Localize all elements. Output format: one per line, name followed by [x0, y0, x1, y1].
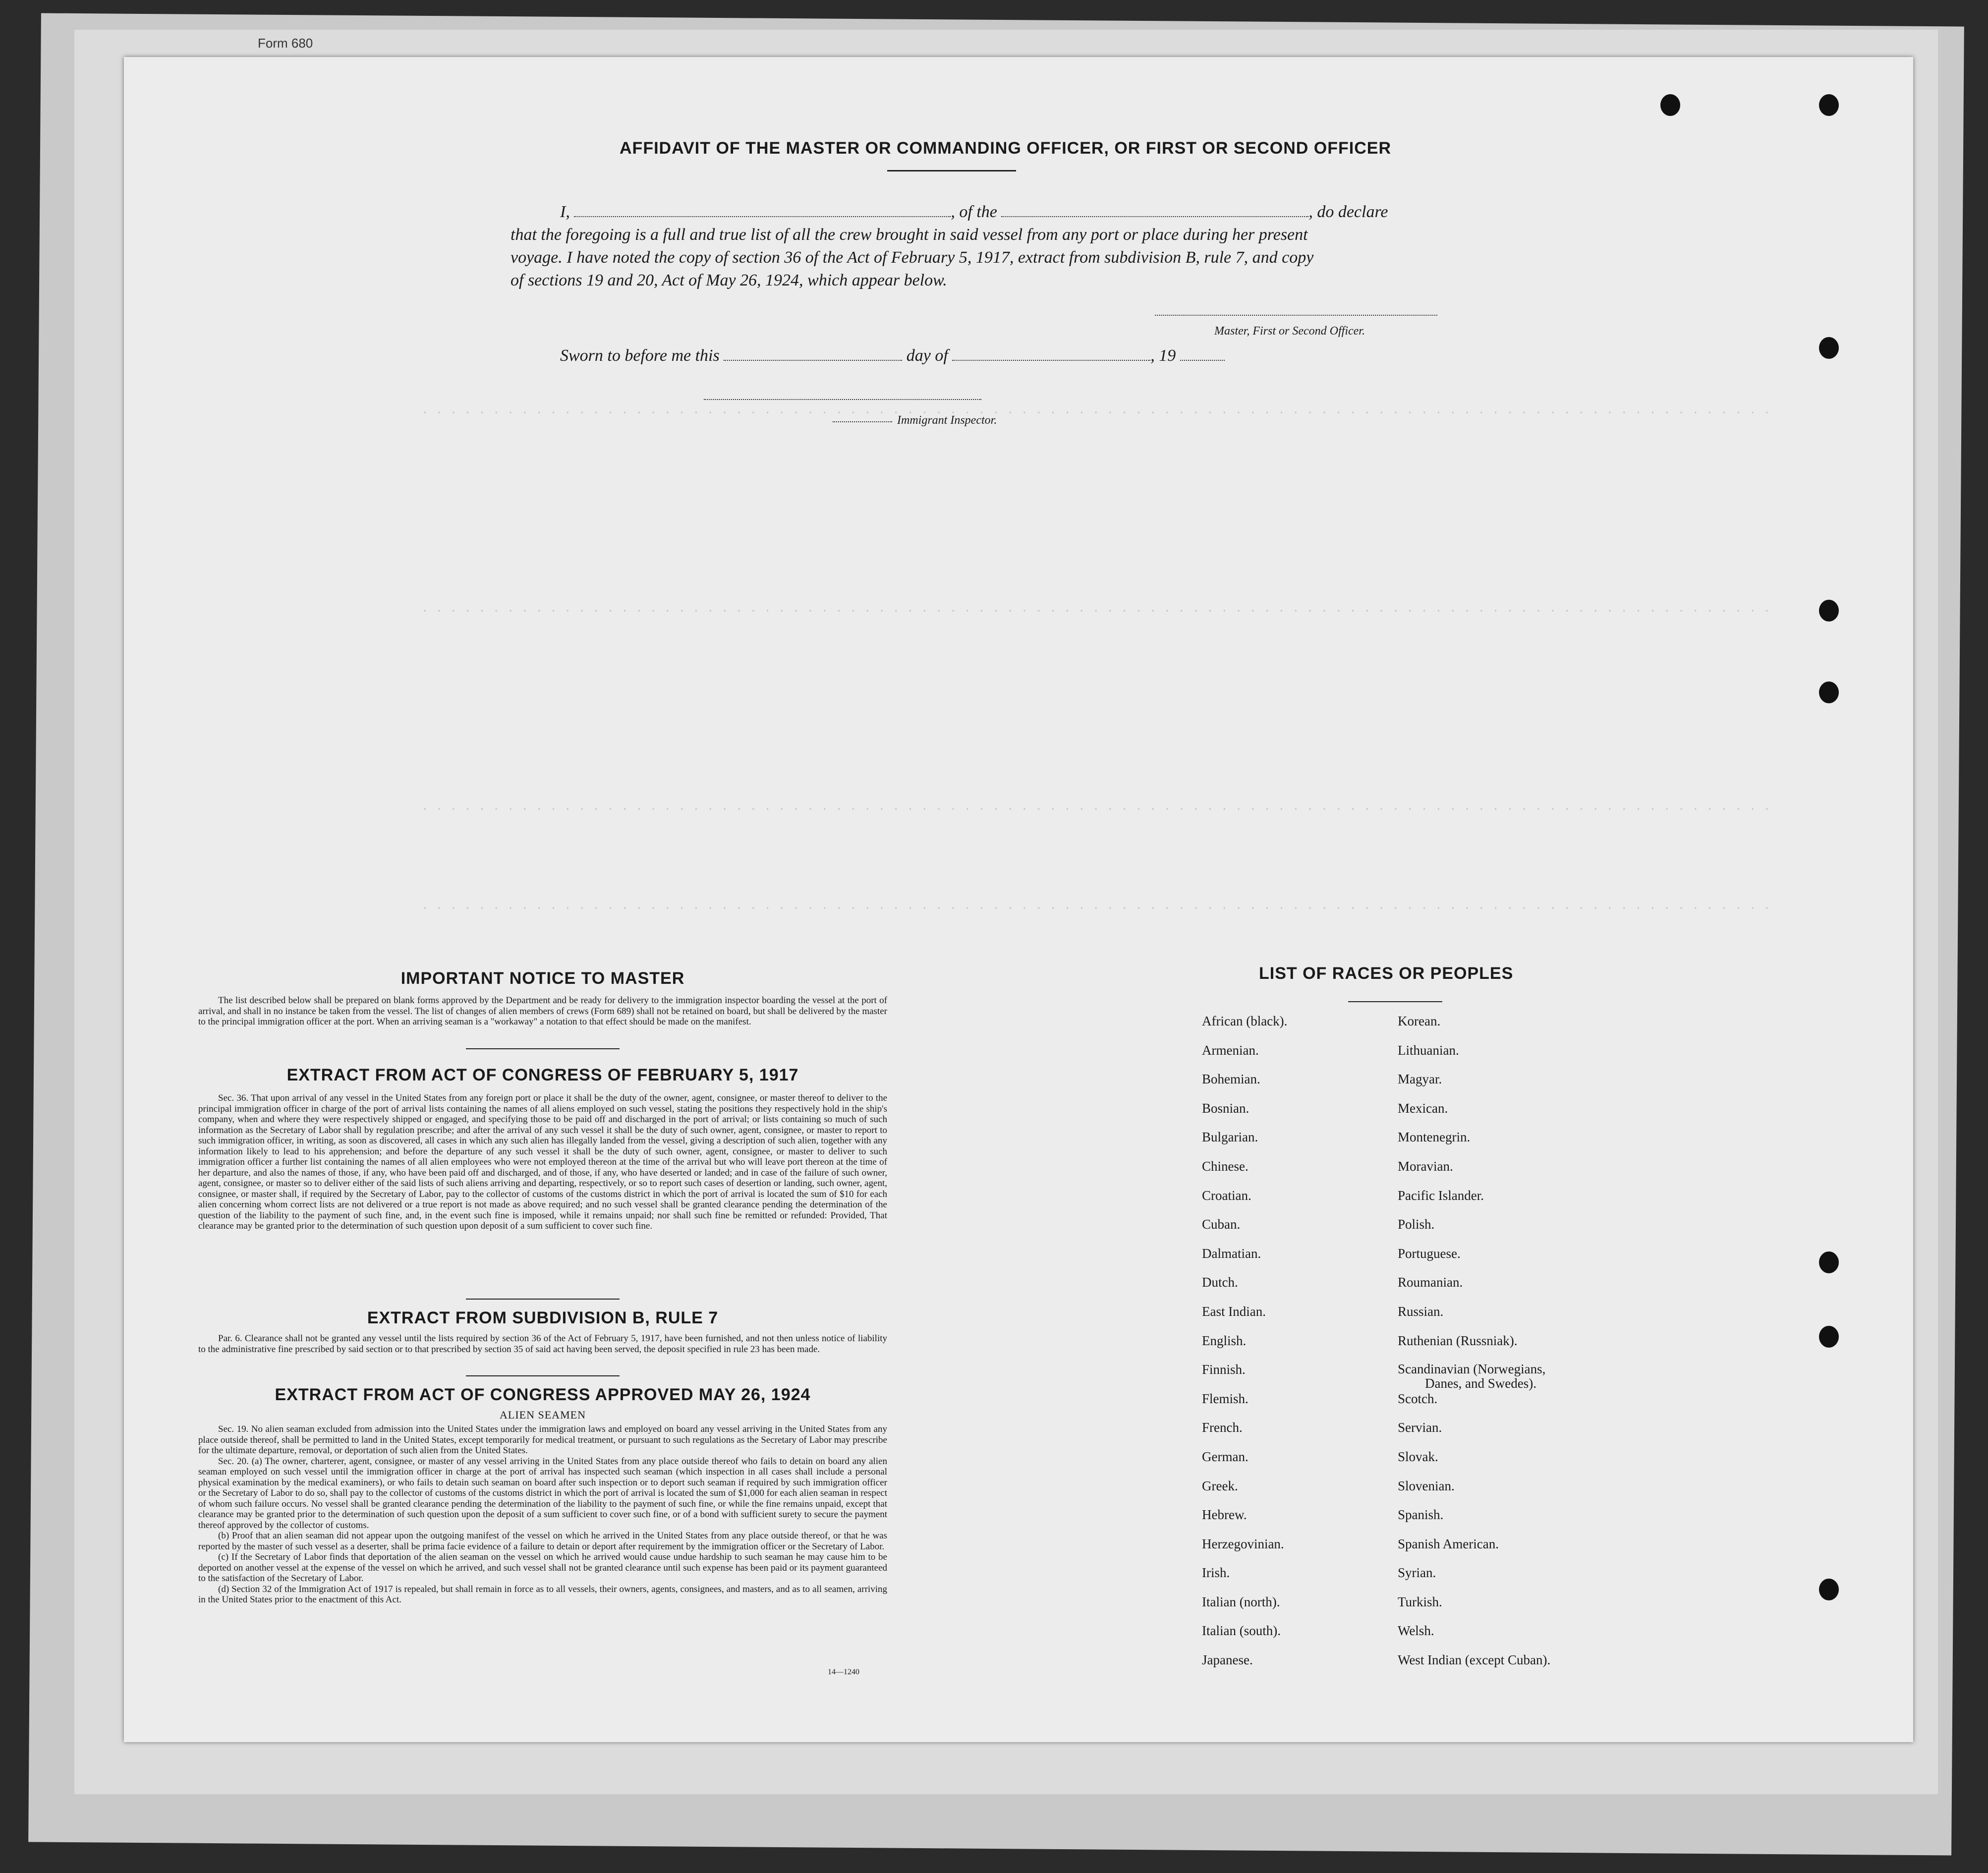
race-item: Spanish.: [1398, 1507, 1444, 1523]
punch-hole: [1819, 1251, 1839, 1273]
race-item: Moravian.: [1398, 1158, 1453, 1174]
punch-hole: [1819, 1326, 1839, 1348]
race-item: Dalmatian.: [1202, 1246, 1261, 1261]
races-rule: [1348, 1001, 1442, 1002]
race-item: French.: [1202, 1420, 1243, 1435]
race-item: Slovenian.: [1398, 1478, 1455, 1493]
race-item: Polish.: [1398, 1217, 1435, 1232]
declaration-line-2: that the foregoing is a full and true list of all the crew brought in said vessel from any port or place during her present: [511, 226, 1308, 244]
race-item: Bulgarian.: [1202, 1130, 1258, 1145]
declaration-line-1: [560, 201, 1601, 224]
race-item: Irish.: [1202, 1565, 1230, 1581]
section-rule: [466, 1048, 620, 1049]
race-item: African (black).: [1202, 1014, 1288, 1028]
sworn-year-blank[interactable]: [1180, 360, 1225, 361]
sec20c-paragraph: (c) If the Secretary of Labor finds that deportation of the alien seaman on the vessel on which he arrived would cause undue hardship to such seaman he may cause him to be deported on another vessel at the expense of the vessel on which he arrived, and such vessel shall not be granted clearance until such expense has been paid or its payment guaranteed to the satisfaction of the Secretary of Labor.: [198, 1552, 887, 1584]
race-item: Scandinavian (Norwegians,: [1398, 1362, 1546, 1377]
race-item: Magyar.: [1398, 1072, 1442, 1087]
vessel-blank[interactable]: [1001, 216, 1308, 217]
punch-hole: [1819, 337, 1839, 359]
manifest-page: [124, 57, 1913, 1742]
inspector-caption: Immigrant Inspector.: [897, 414, 997, 427]
extract1-body: Sec. 36. That upon arrival of any vessel in the United States from any foreign port or place it shall be the duty of the owner, agent, consignee, or master thereof to deliver to the principal immigration officer in charge of the port of arrival lists containing the names of all aliens employed on such vessel, stating the positions they respectively hold in the ship's company, when and where they were respectively shipped or engaged, and specifying those to be paid off and discharged in the port of arrival; or lists containing so much of such information as the Secretary of Labor shall by regulation prescribe; and after the arrival of any such vessel it shall be the duty of such owner, agent, consignee, or master to report to such immigration officer, in writing, as soon as discovered, all cases in which any such alien has illegally landed from the vessel, giving a description of such alien, together with any information likely to lead to his apprehension; and before the departure of any such vessel it shall be the duty of such owner, agent, consignee, or master to deliver to such immigration officer a further list containing the names of all alien employees who were not employed thereon at the time of the arrival but who will leave port thereon at the time of her departure, and also the names of those, if any, who have been paid off and discharged, and of those, if any, who have deserted or landed; and in case of the failure of such owner, agent, consignee, or master so to deliver either of the said lists of such aliens arriving and departing, respectively, or so to report such cases of desertion or landing, such owner, agent, consignee, or master shall, if required by the Secretary of Labor, pay to the collector of customs of the customs district in which the port of arrival is located the sum of $10 for each alien concerning whom correct lists are not delivered or a true report is not made as above required; and no such vessel shall be granted clearance pending the determination of the question of the liability to the payment of such fine, and, in the event such fine is imposed, while it remains unpaid; nor shall such fine be remitted or refunded: Provided, That clearance may be granted prior to the determination of such question upon deposit of a sum sufficient to cover such fine.: [198, 1093, 887, 1231]
extract2-body: Par. 6. Clearance shall not be granted any vessel until the lists required by section 36 of the Act of February 5, 1917, have been furnished, and not then unless notice of liability to the administrative fine prescribed by said section or to that prescribed by section 35 of said act having been served, the deposit specified in rule 23 has been made.: [198, 1333, 887, 1355]
race-item: Spanish American.: [1398, 1536, 1499, 1551]
race-item: East Indian.: [1202, 1304, 1266, 1319]
race-item: Bosnian.: [1202, 1100, 1250, 1116]
race-item: Italian (north).: [1202, 1594, 1280, 1609]
race-item: Scotch.: [1398, 1391, 1438, 1406]
race-item: Flemish.: [1202, 1391, 1249, 1406]
race-item: Korean.: [1398, 1014, 1441, 1028]
race-item: Italian (south).: [1202, 1623, 1281, 1639]
declaration-i: I,: [560, 203, 570, 221]
declaration-do-declare: , do declare: [1308, 203, 1388, 221]
notice-title: IMPORTANT NOTICE TO MASTER: [400, 969, 685, 988]
race-item: Montenegrin.: [1398, 1130, 1471, 1145]
punch-hole: [1819, 94, 1839, 116]
race-item: Croatian.: [1202, 1188, 1251, 1203]
race-item-continuation: Danes, and Swedes).: [1425, 1376, 1536, 1391]
race-item: Cuban.: [1202, 1217, 1241, 1232]
bleed-through: . . . . . . . . . . . . . . . . . . . . . . . . . . . . . . . . . . . . . . . . . . . . . . . . . . . . . . . . . . . . . . . . . . . . . . . . . . . . . . . . . . . . . . . . . . . . . . .: [421, 800, 1771, 814]
race-item: Portuguese.: [1398, 1246, 1461, 1261]
print-code: 14—1240: [828, 1668, 859, 1676]
race-item: Chinese.: [1202, 1158, 1249, 1174]
race-item: Syrian.: [1398, 1565, 1436, 1581]
sworn-day-of: day of: [906, 346, 948, 365]
races-title: LIST OF RACES OR PEOPLES: [1259, 964, 1514, 983]
declaration-line-3: voyage. I have noted the copy of section 36 of the Act of February 5, 1917, extract from subdivision B, rule 7, and copy: [511, 248, 1314, 267]
form-number: Form 680: [258, 36, 313, 51]
sec20b-paragraph: (b) Proof that an alien seaman did not appear upon the outgoing manifest of the vessel on which he arrived in the United States from any place outside thereof, or that he was reported by the master of such vessel as a deserter, shall be prima facie evidence of a failure to detain or deport after requirement by the immigration officer or the Secretary of Labor.: [198, 1531, 887, 1552]
race-item: Mexican.: [1398, 1100, 1448, 1116]
races-left-column: [1202, 1014, 1390, 1682]
race-item: Lithuanian.: [1398, 1042, 1459, 1058]
bleed-through: . . . . . . . . . . . . . . . . . . . . . . . . . . . . . . . . . . . . . . . . . . . . . . . . . . . . . . . . . . . . . . . . . . . . . . . . . . . . . . . . . . . . . . . . . . . . . . .: [421, 900, 1771, 913]
race-item: Greek.: [1202, 1478, 1238, 1493]
sworn-text: Sworn to before me this: [560, 346, 720, 365]
extract3-title: EXTRACT FROM ACT OF CONGRESS APPROVED MAY 26, 1924: [275, 1385, 811, 1404]
declaration-of-the: , of the: [951, 203, 997, 221]
race-item: Welsh.: [1398, 1623, 1434, 1639]
affidavit-title: AFFIDAVIT OF THE MASTER OR COMMANDING OFFICER, OR FIRST OR SECOND OFFICER: [620, 139, 1391, 158]
inspector-name-blank[interactable]: [833, 421, 892, 422]
section-rule: [466, 1375, 620, 1376]
race-item: English.: [1202, 1333, 1247, 1348]
race-item: Bohemian.: [1202, 1072, 1260, 1087]
punch-hole: [1660, 94, 1680, 116]
race-item: Russian.: [1398, 1304, 1444, 1319]
declaration-line-4: of sections 19 and 20, Act of May 26, 1924, which appear below.: [511, 271, 947, 289]
inspector-signature-line[interactable]: [704, 399, 981, 400]
race-item: Roumanian.: [1398, 1275, 1463, 1290]
extract3-body: [198, 1424, 887, 1605]
race-item-scandinavian: [1398, 1362, 1655, 1391]
race-item: Pacific Islander.: [1398, 1188, 1484, 1203]
race-item: Slovak.: [1398, 1449, 1438, 1464]
race-item: Turkish.: [1398, 1594, 1442, 1609]
race-item: Servian.: [1398, 1420, 1442, 1435]
extract1-title: EXTRACT FROM ACT OF CONGRESS OF FEBRUARY 5, 1917: [286, 1066, 799, 1084]
sec20a-paragraph: Sec. 20. (a) The owner, charterer, agent, consignee, or master of any vessel arriving in the United States from any place outside thereof who fails to detain on board any alien seaman employed on such vessel until the immigration officer in charge at the port of arrival has inspected such seaman (which inspection in all cases shall include a personal physical examination by the medical examiners), or who fails to detain such seaman on board after such inspection or to deport such seaman if required by such immigration officer or the Secretary of Labor to do so, shall pay to the collector of customs of the customs district in which the port of arrival is located the sum of $1,000 for each alien seaman in respect of whom such failure occurs. No vessel shall be granted clearance pending the determination of the liability to the payment of such fine, or while the fine remains unpaid, except that clearance may be granted prior to the determination of such question upon the deposit of a sum sufficient to cover such fine, or of a bond with sufficient surety to secure the payment thereof approved by the collector of customs.: [198, 1456, 887, 1531]
sec20d-paragraph: (d) Section 32 of the Immigration Act of 1917 is repealed, but shall remain in force as to all vessels, their owners, agents, consignees, and masters, and as to all seamen, arriving in the United States prior to the enactment of this Act.: [198, 1584, 887, 1605]
race-item: Hebrew.: [1202, 1507, 1247, 1523]
race-item: Herzegovinian.: [1202, 1536, 1284, 1551]
punch-hole: [1819, 1579, 1839, 1600]
bleed-through: . . . . . . . . . . . . . . . . . . . . . . . . . . . . . . . . . . . . . . . . . . . . . . . . . . . . . . . . . . . . . . . . . . . . . . . . . . . . . . . . . . . . . . . . . . . . . . .: [421, 404, 1771, 417]
extract3-subtitle: ALIEN SEAMEN: [500, 1409, 586, 1421]
sworn-line: [560, 344, 1452, 367]
race-item: Armenian.: [1202, 1042, 1259, 1058]
punch-hole: [1819, 600, 1839, 622]
sworn-month-blank[interactable]: [952, 360, 1150, 361]
race-item: Japanese.: [1202, 1652, 1253, 1668]
bleed-through: . . . . . . . . . . . . . . . . . . . . . . . . . . . . . . . . . . . . . . . . . . . . . . . . . . . . . . . . . . . . . . . . . . . . . . . . . . . . . . . . . . . . . . . . . . . . . . .: [421, 602, 1771, 616]
race-item: Finnish.: [1202, 1362, 1246, 1377]
sworn-year-prefix: , 19: [1150, 346, 1176, 365]
officer-signature-line[interactable]: [1155, 315, 1437, 316]
race-item: Dutch.: [1202, 1275, 1238, 1290]
extract2-title: EXTRACT FROM SUBDIVISION B, RULE 7: [367, 1308, 719, 1327]
race-item: German.: [1202, 1449, 1249, 1464]
section-rule: [466, 1299, 620, 1300]
name-blank[interactable]: [574, 216, 951, 217]
punch-hole: [1819, 681, 1839, 703]
sworn-day-blank[interactable]: [724, 360, 902, 361]
notice-body: The list described below shall be prepared on blank forms approved by the Department and be ready for delivery to the immigration inspector boarding the vessel at the port of arrival, and shall in no instance be taken from the vessel. The list of changes of alien members of crews (Form 689) shall not be retained on board, but shall be delivered by the master to the principal immigration officer at the port. When an arriving seaman is a "workaway" a notation to that effect should be made on the manifest.: [198, 995, 887, 1027]
races-right-column: [1398, 1014, 1655, 1682]
officer-caption: Master, First or Second Officer.: [1214, 325, 1365, 338]
race-item: West Indian (except Cuban).: [1398, 1652, 1551, 1668]
sec19-paragraph: Sec. 19. No alien seaman excluded from admission into the United States under the immigration laws and employed on board any vessel arriving in the United States from any place outside thereof, shall be permitted to land in the United States, except temporarily for medical treatment, or pursuant to such regulations as the Secretary of Labor may prescribe for the ultimate departure, removal, or deportation of such alien from the United States.: [198, 1424, 887, 1456]
race-item: Ruthenian (Russniak).: [1398, 1333, 1518, 1348]
title-rule: [887, 170, 1016, 171]
